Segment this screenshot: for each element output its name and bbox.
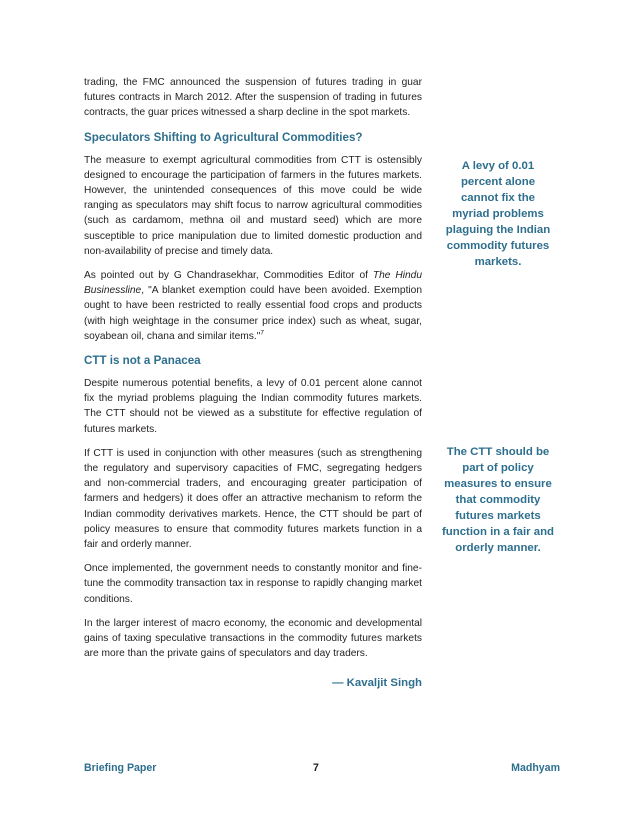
paragraph-ctt-exemption: The measure to exempt agricultural commodities from CTT is ostensibly designed to encourage the participation of farmers in the futures markets. However, the unintended consequences of this move could be wide ranging as speculators may shift focus to narrow agricultural commodities (such as cardamom, methna oil and mustard seed) which are more susceptible to price manipulation due to limited domestic production and non-availability of precise and timely data. (84, 154, 422, 257)
paragraph-guar-trading: trading, the FMC announced the suspension of futures trading in guar futures contracts in March 2012. After the suspension of trading in futures contracts, the guar prices witnessed a sharp decline in the spot markets. (84, 77, 422, 119)
footnote-ref: 7 (260, 329, 264, 337)
page-number: 7 (313, 762, 319, 774)
paragraph-chandrasekhar-quote (84, 268, 422, 344)
footer-publisher: Madhyam (511, 762, 560, 774)
publication-name: The Hindu Businessline (84, 270, 422, 297)
article-body (84, 75, 422, 691)
author-signature: — Kavaljit Singh (332, 676, 422, 689)
paragraph-ctt-conjunction: If CTT is used in conjunction with other measures (such as strengthening the regulatory and supervisory capacities of FMC, segregating hedgers and non-commercial traders, and encouraging greater participation of farmers and hedgers) it does offer an attractive mechanism to reform the Indian commodity derivatives markets. Hence, the CTT should be part of policy measures to ensure that commodity futures markets function in a fair and orderly manner. (84, 447, 422, 551)
heading-not-panacea: CTT is not a Panacea (84, 354, 201, 368)
quote-intro: As pointed out by G Chandrasekhar, Commodities Editor of (84, 270, 373, 282)
quote-text: , "A blanket exemption could have been avoided. Exemption ought to have been restricted to really essential food crops and products (with high weightage in the consumer price index) such as wheat, sugar, soyabean oil, chana and similar items." (84, 285, 422, 342)
heading-speculators: Speculators Shifting to Agricultural Commodities? (84, 130, 363, 144)
paragraph-monitor: Once implemented, the government needs to constantly monitor and fine-tune the commodity transaction tax in response to rapidly changing market conditions. (84, 563, 422, 605)
footer-briefing-paper: Briefing Paper (84, 762, 157, 774)
pull-quote-policy: The CTT should be part of policy measures to ensure that commodity futures markets function in a fair and orderly manner. (441, 446, 554, 554)
paragraph-macro-economy: In the larger interest of macro economy, the economic and developmental gains of taxing speculative transactions in the commodity futures markets are more than the private gains of speculators and day traders. (84, 617, 422, 660)
pull-quote-levy: A levy of 0.01 percent alone cannot fix the myriad problems plaguing the Indian commodity futures markets. (445, 160, 551, 268)
paragraph-levy-limits: Despite numerous potential benefits, a levy of 0.01 percent alone cannot fix the myriad problems plaguing the Indian commodity futures markets. The CTT should not be viewed as a substitute for effective regulation of futures markets. (84, 378, 422, 435)
